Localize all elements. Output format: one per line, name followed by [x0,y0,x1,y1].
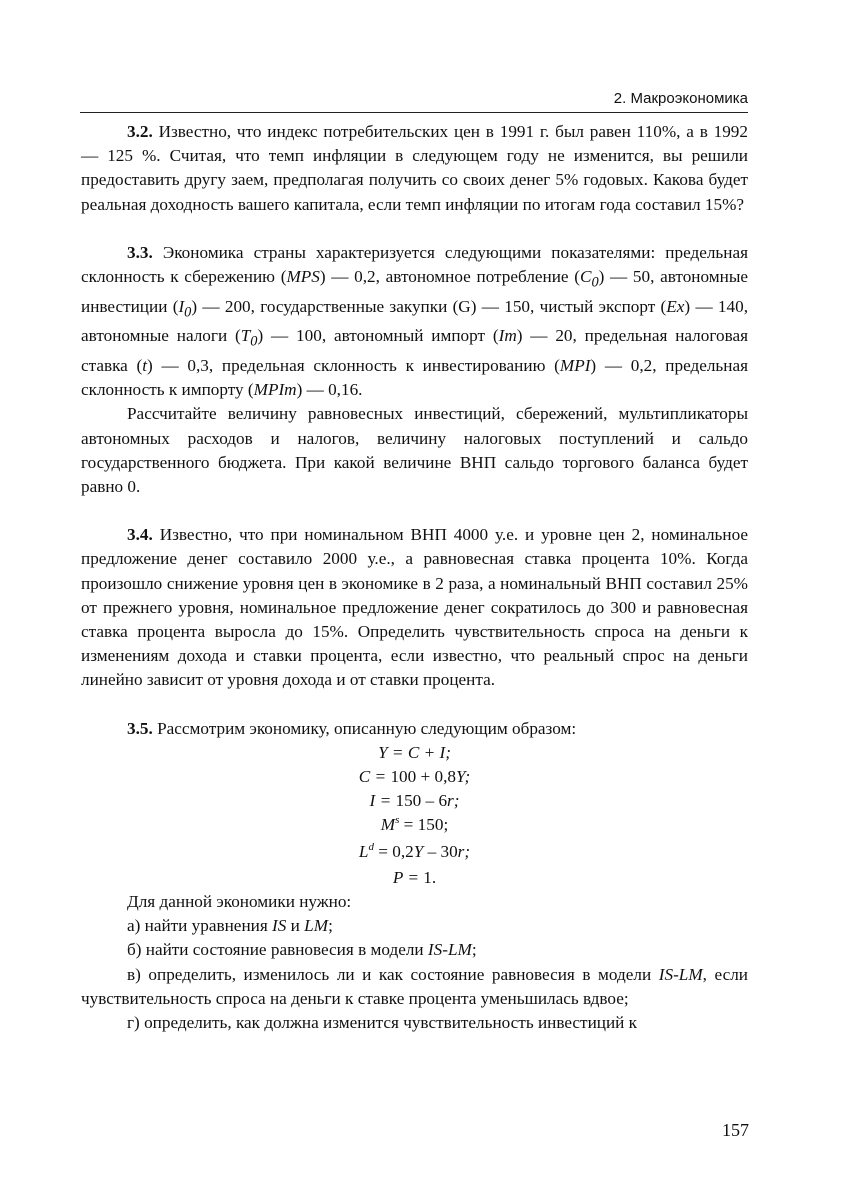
equation-3: I = 150 – 6r; [369,791,460,811]
page-number: 157 [722,1120,749,1140]
problem-number: 3.4. [127,525,153,545]
task-item-a: а) найти уравнения IS и LM; [127,916,333,936]
problem-number: 3.3. [127,242,153,262]
problem-3-5 [81,717,748,1036]
problem-number: 3.2. [127,122,153,141]
page-content [81,120,748,1035]
problem-3-4 [81,523,748,692]
task-intro: Для данной экономики нужно: [127,892,352,911]
problem-3-5-intro: 3.5. Рассмотрим экономику, описанную следующим образом: [127,718,577,738]
problem-3-4-text: 3.4. Известно, что при номинальном ВНП 4000 у.е. и уровне цен 2, номинальное предложение денег составило 2000 у.е., а равновесная ставка процента 10%. Когда произошло снижение уровня цен в экономике в 2 раза, а номинальный ВНП составил 25% от прежнего уровня, номинальное предложение денег сократилось до 300 и равновесная ставка процента выросла до 15%. Определить чувствительность спроса на деньги к изменениям дохода и ставки процента, если известно, что реальный спрос на деньги линейно зависит от уровня дохода и от ставки процента. [81,525,748,690]
equation-5: $L^d = 0,2Y - 30r$; [358,840,471,861]
task-list [81,890,748,1035]
problem-3-2 [81,120,748,217]
equation-1: Y = C + I; [378,742,451,762]
problem-3-3 [81,241,748,499]
equation-4: $M^s = 150$; [380,814,449,835]
equation-2: C = 100 + 0,8Y; [358,766,471,786]
task-item-b: б) найти состояние равновесия в модели IS-LM; [127,940,477,960]
task-item-v: в) определить, изменилось ли и как состояние равновесия в модели IS-LM, если чувствительность спроса на деньги к ставке процента уменьшилась вдвое; [81,964,748,1008]
problem-3-3-paragraph-1: 3.3. Экономика страны характеризуется следующими показателями: предельная склонность к сбережению (MPS) — 0,2, автономное потребление $(C_0)$ — 50, автономные инвестиции $(I_0)$ — 200, государственные закупки (G) — 150, чистый экспорт (Ex) — 140, автономные налоги $(T_0)$ — 100, автономный импорт (Im) — 20, предельная налоговая ставка (t) — 0,3, предельная склонность к инвестированию (MPI) — 0,2, предельная склонность к импорту (MPIm) — 0,16. [81,242,749,400]
problem-3-3-paragraph-2: Рассчитайте величину равновесных инвестиций, сбережений, мультипликаторы автономных расходов и налогов, величину налоговых поступлений и сальдо государственного бюджета. При какой величине ВНП сальдо торгового баланса будет равно 0. [81,404,748,496]
problem-3-2-text: 3.2. Известно, что индекс потребительских цен в 1991 г. был равен 110%, а в 1992 — 125 %. Считая, что темп инфляции в следующем году не изменится, вы решили предоставить другу заем, предполагая получить со своих денег 5% годовых. Какова будет реальная доходность вашего капитала, если темп инфляции по итогам года составил 15%? [81,122,748,214]
running-header [80,88,748,113]
task-item-g: г) определить, как должна изменится чувствительность инвестиций к [127,1013,638,1033]
problem-number: 3.5. [127,718,153,738]
equation-6: P = 1. [392,867,437,887]
equation-system [81,741,748,890]
header-title: 2. Макроэкономика [613,90,748,107]
